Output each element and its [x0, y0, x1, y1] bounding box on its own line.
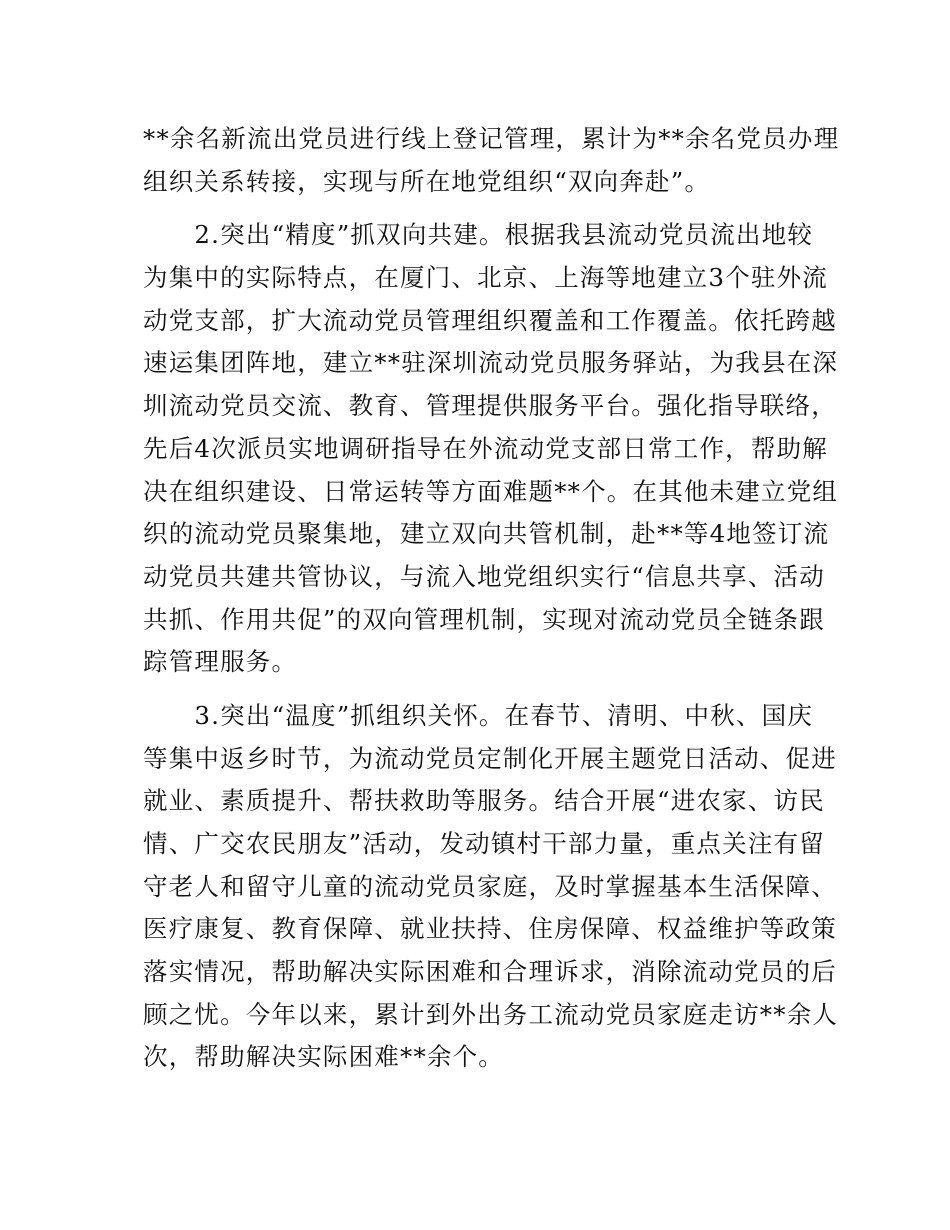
text-line: 决在组织建设、日常运转等方面难题**个。在其他未建立党组 [143, 476, 839, 506]
paragraph-spacer [143, 684, 811, 695]
text-line: 次，帮助解决实际困难**余个。 [143, 1042, 504, 1072]
text-line: 组织关系转接，实现与所在地党组织“双向奔赴”。 [143, 166, 711, 196]
text-line: 情、广交农民朋友”活动，发动镇村干部力量，重点关注有留 [143, 829, 825, 858]
text-line: **余名新流出党员进行线上登记管理，累计为**余名党员办理 [143, 124, 840, 153]
text-line: 就业、素质提升、帮扶救助等服务。结合开展“进农家、访民 [143, 786, 825, 816]
text-line: 守老人和留守儿童的流动党员家庭，及时掌握基本生活保障、 [143, 871, 837, 901]
text-line: 动党员共建共管协议，与流入地党组织实行“信息共享、活动 [143, 561, 825, 591]
text-line: 圳流动党员交流、教育、管理提供服务平台。强化指导联络， [143, 391, 837, 421]
paragraph-2 [143, 214, 839, 684]
paragraph-1 [143, 118, 840, 203]
text-line: 共抓、作用共促”的双向管理机制，实现对流动党员全链条跟 [143, 604, 825, 634]
document-body [143, 118, 840, 1079]
text-line: 3.突出“温度”抓组织关怀。在春节、清明、中秋、国庆 [143, 700, 814, 730]
paragraph-spacer [143, 203, 811, 214]
text-line: 2.突出“精度”抓双向共建。根据我县流动党员流出地较 [143, 220, 814, 250]
text-line: 落实情况，帮助解决实际困难和合理诉求，消除流动党员的后 [143, 957, 837, 987]
paragraph-3 [143, 695, 839, 1079]
text-line: 踪管理服务。 [143, 647, 298, 677]
text-line: 为集中的实际特点，在厦门、北京、上海等地建立3个驻外流 [143, 263, 828, 293]
text-line: 先后4次派员实地调研指导在外流动党支部日常工作，帮助解 [143, 433, 828, 463]
text-line: 顾之忧。今年以来，累计到外出务工流动党员家庭走访**余人 [143, 999, 839, 1029]
text-line: 动党支部，扩大流动党员管理组织覆盖和工作覆盖。依托跨越 [143, 305, 837, 335]
text-line: 织的流动党员聚集地，建立双向共管机制，赴**等4地签订流 [143, 519, 830, 549]
text-line: 等集中返乡时节，为流动党员定制化开展主题党日活动、促进 [143, 743, 837, 773]
text-line: 医疗康复、教育保障、就业扶持、住房保障、权益维护等政策 [143, 914, 837, 944]
text-line: 速运集团阵地，建立**驻深圳流动党员服务驿站，为我县在深 [143, 348, 839, 378]
